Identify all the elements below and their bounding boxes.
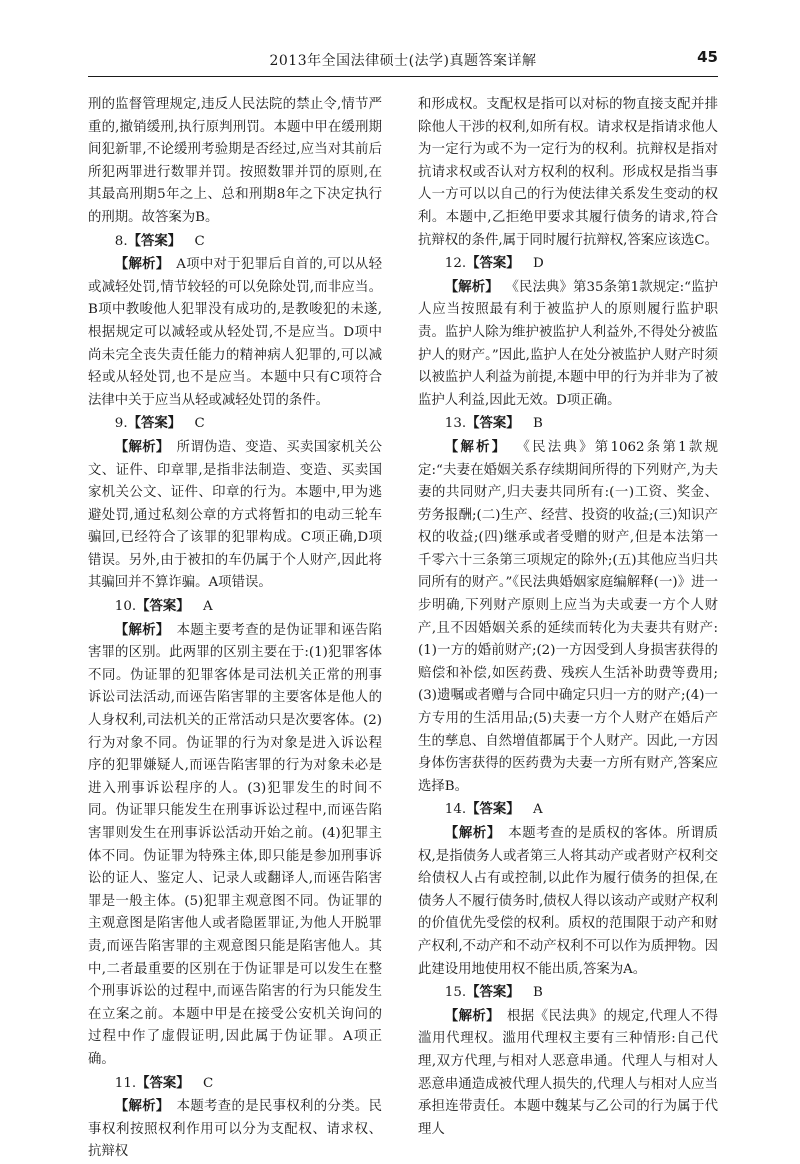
analysis-text: 《民法典》第35条第1款规定:“监护人应当按照最有利于被监护人的原则履行监护职责。监护人除为维护被监护人利益外,不得处分被监护人的财产。”因此,监护人在处分被监护人财产时须以被监护人利益为前提,本题中甲的行为并非为了被监护人利益,因此无效。D项正确。 — [418, 279, 718, 408]
answer-label: 【答案】 — [466, 255, 520, 272]
left-column — [88, 94, 382, 1164]
analysis-label: 【解析】 — [444, 438, 508, 455]
question-number: 12. — [444, 256, 467, 272]
analysis-q10 — [88, 619, 382, 1072]
analysis-q14 — [418, 822, 718, 981]
page-header — [88, 44, 718, 72]
analysis-label: 【解析】 — [444, 825, 501, 841]
answer-label: 【答案】 — [466, 801, 520, 818]
analysis-q11 — [88, 1095, 382, 1164]
question-number: 11. — [114, 1075, 137, 1091]
right-column — [418, 94, 718, 1141]
answer-label: 【答案】 — [136, 598, 190, 615]
answer-line-q14 — [418, 798, 718, 822]
question-number: 15. — [444, 985, 467, 1001]
answer-line-q11 — [88, 1072, 382, 1096]
page-number: 45 — [697, 48, 718, 66]
answer-line-q15 — [418, 981, 718, 1005]
analysis-q12 — [418, 276, 718, 413]
analysis-q9 — [88, 436, 382, 595]
question-number: 9. — [114, 416, 128, 432]
analysis-text: 《民法典》第1062条第1款规定:“夫妻在婚姻关系存续期间所得的下列财产,为夫妻的共同财产,归夫妻共同所有:(一)工资、奖金、劳务报酬;(二)生产、经营、投资的收益;(三)知识产权的收益;(四)继承或者受赠的财产,但是本法第一千零六十三条第三项规定的除外;(五)其他应当归共同所有的财产。”《民法典婚姻家庭编解释(一)》进一步明确,下列财产原则上应当为夫或妻一方个人财产,且不因婚姻关系的延续而转化为夫妻共有财产:(1)一方的婚前财产;(2)一方因受到人身损害获得的赔偿和补偿,如医药费、残疾人生活补助费等费用;(3)遗嘱或者赠与合同中确定只归一方的财产;(4)一方专用的生活用品;(5)夫妻一方个人财产在婚后产生的孳息、自然增值都属于个人财产。因此,一方因身体伤害获得的医药费为夫妻一方所有财产,答案应选择B。 — [418, 439, 718, 794]
answer-line-q13 — [418, 412, 718, 436]
answer-value: C — [194, 233, 205, 249]
analysis-label: 【解析】 — [444, 1007, 500, 1024]
answer-value: D — [533, 256, 544, 272]
answer-value: A — [203, 599, 213, 615]
answer-label: 【答案】 — [127, 232, 182, 249]
answer-line-q9 — [88, 412, 382, 436]
paragraph-continuation: 刑的监督管理规定,违反人民法院的禁止令,情节严重的,撤销缓刑,执行原判刑罚。本题中甲在缓刑期间犯新罪,不论缓刑考验期是否经过,应当对其前后所犯两罪进行数罪并罚。按照数罪并罚的原则,在其最高刑期5年之上、总和刑期8年之下决定执行的刑期。故答案为B。 — [88, 97, 382, 225]
analysis-label: 【解析】 — [114, 1098, 170, 1115]
analysis-text: 根据《民法典》的规定,代理人不得滥用代理权。滥用代理权主要有三种情形:自己代理,双方代理,与相对人恶意串通。代理人与相对人恶意串通造成被代理人损失的,代理人与相对人应当承担连带责任。本题中魏某与乙公司的行为属于代理人 — [418, 1008, 718, 1137]
answer-value: A — [533, 802, 543, 818]
analysis-text: 本题主要考查的是伪证罪和诬告陷害罪的区别。此两罪的区别主要在于:(1)犯罪客体不同。伪证罪的犯罪客体是司法机关正常的刑事诉讼司法活动,而诬告陷害罪的主要客体是他人的人身权利,司法机关的正常活动只是次要客体。(2)行为对象不同。伪证罪的行为对象是进入诉讼程序的犯罪嫌疑人,而诬告陷害罪的行为对象未必是进入刑事诉讼程序的人。(3)犯罪发生的时间不同。伪证罪只能发生在刑事诉讼过程中,而诬告陷害罪则发生在刑事诉讼活动开始之前。(4)犯罪主体不同。伪证罪为特殊主体,即只能是参加刑事诉讼的证人、鉴定人、记录人或翻译人,而诬告陷害罪是一般主体。(5)犯罪主观意图不同。伪证罪的主观意图是陷害他人或者隐匿罪证,为他人开脱罪责,而诬告陷害罪的主观意图只能是陷害他人。其中,二者最重要的区别在于伪证罪是可以发生在整个刑事诉讼的过程中,而诬告陷害的行为只能发生在立案之前。本题中甲是在接受公安机关询问的过程中作了虚假证明,因此属于伪证罪。A项正确。 — [88, 622, 383, 1067]
answer-label: 【答案】 — [127, 415, 182, 432]
analysis-q8 — [88, 253, 382, 412]
answer-line-q10 — [88, 595, 382, 619]
analysis-text: 本题考查的是质权的客体。所谓质权,是指债务人或者第三人将其动产或者财产权利交给债权人占有或控制,以此作为履行债务的担保,在债务人不履行债务时,债权人得以该动产或财产权利的价值优先受偿的权利。质权的范围限于动产和财产权利,不动产和不动产权利不可以作为质押物。因此建设用地使用权不能出质,答案为A。 — [418, 826, 719, 977]
analysis-q13 — [418, 436, 718, 799]
question-number: 14. — [444, 802, 467, 818]
answer-label: 【答案】 — [136, 1074, 190, 1091]
header-rule — [88, 76, 718, 77]
answer-label: 【答案】 — [466, 984, 520, 1001]
answer-value: B — [533, 416, 543, 432]
analysis-label: 【解析】 — [114, 438, 170, 455]
analysis-text: A项中对于犯罪后自首的,可以从轻或减轻处罚,情节较轻的可以免除处罚,而非应当。B项中教唆他人犯罪没有成功的,是教唆犯的未遂,根据规定可以减轻或从轻处罚,不是应当。D项中尚未完全丧失责任能力的精神病人犯罪的,可以减轻或从轻处罚,也不是应当。本题中只有C项符合法律中关于应当从轻或减轻处罚的条件。 — [88, 257, 382, 408]
answer-value: C — [194, 416, 205, 432]
answer-value: B — [533, 985, 543, 1001]
analysis-text: 本题考查的是民事权利的分类。民事权利按照权利作用可以分为支配权、请求权、抗辩权 — [88, 1099, 383, 1160]
question-number: 13. — [444, 416, 467, 432]
analysis-label: 【解析】 — [444, 278, 499, 295]
header-title: 2013年全国法律硕士(法学)真题答案详解 — [269, 53, 537, 69]
analysis-label: 【解析】 — [114, 256, 170, 273]
question-number: 10. — [114, 599, 137, 615]
answer-label: 【答案】 — [466, 415, 520, 432]
analysis-q15 — [418, 1005, 718, 1142]
question-number: 8. — [114, 233, 128, 249]
analysis-label: 【解析】 — [114, 621, 170, 638]
answer-line-q12 — [418, 252, 718, 276]
answer-line-q8 — [88, 230, 382, 254]
answer-value: C — [203, 1075, 214, 1091]
analysis-text: 所谓伪造、变造、买卖国家机关公文、证件、印章罪,是指非法制造、变造、买卖国家机关公文、证件、印章的行为。本题中,甲为逃避处罚,通过私刻公章的方式将暂扣的电动三轮车骗回,已经符合了该罪的犯罪构成。C项正确,D项错误。另外,由于被扣的车仍属于个人财产,因此将其骗回并不算诈骗。A项错误。 — [88, 439, 383, 591]
paragraph-q11-continuation: 和形成权。支配权是指可以对标的物直接支配并排除他人干涉的权利,如所有权。请求权是指请求他人为一定行为或不为一定行为的权利。抗辩权是指对抗请求权或否认对方权利的权利。形成权是指当事人一方可以以自己的行为使法律关系发生变动的权利。本题中,乙拒绝甲要求其履行债务的请求,符合抗辩权的条件,属于同时履行抗辩权,答案应该选C。 — [418, 97, 718, 248]
